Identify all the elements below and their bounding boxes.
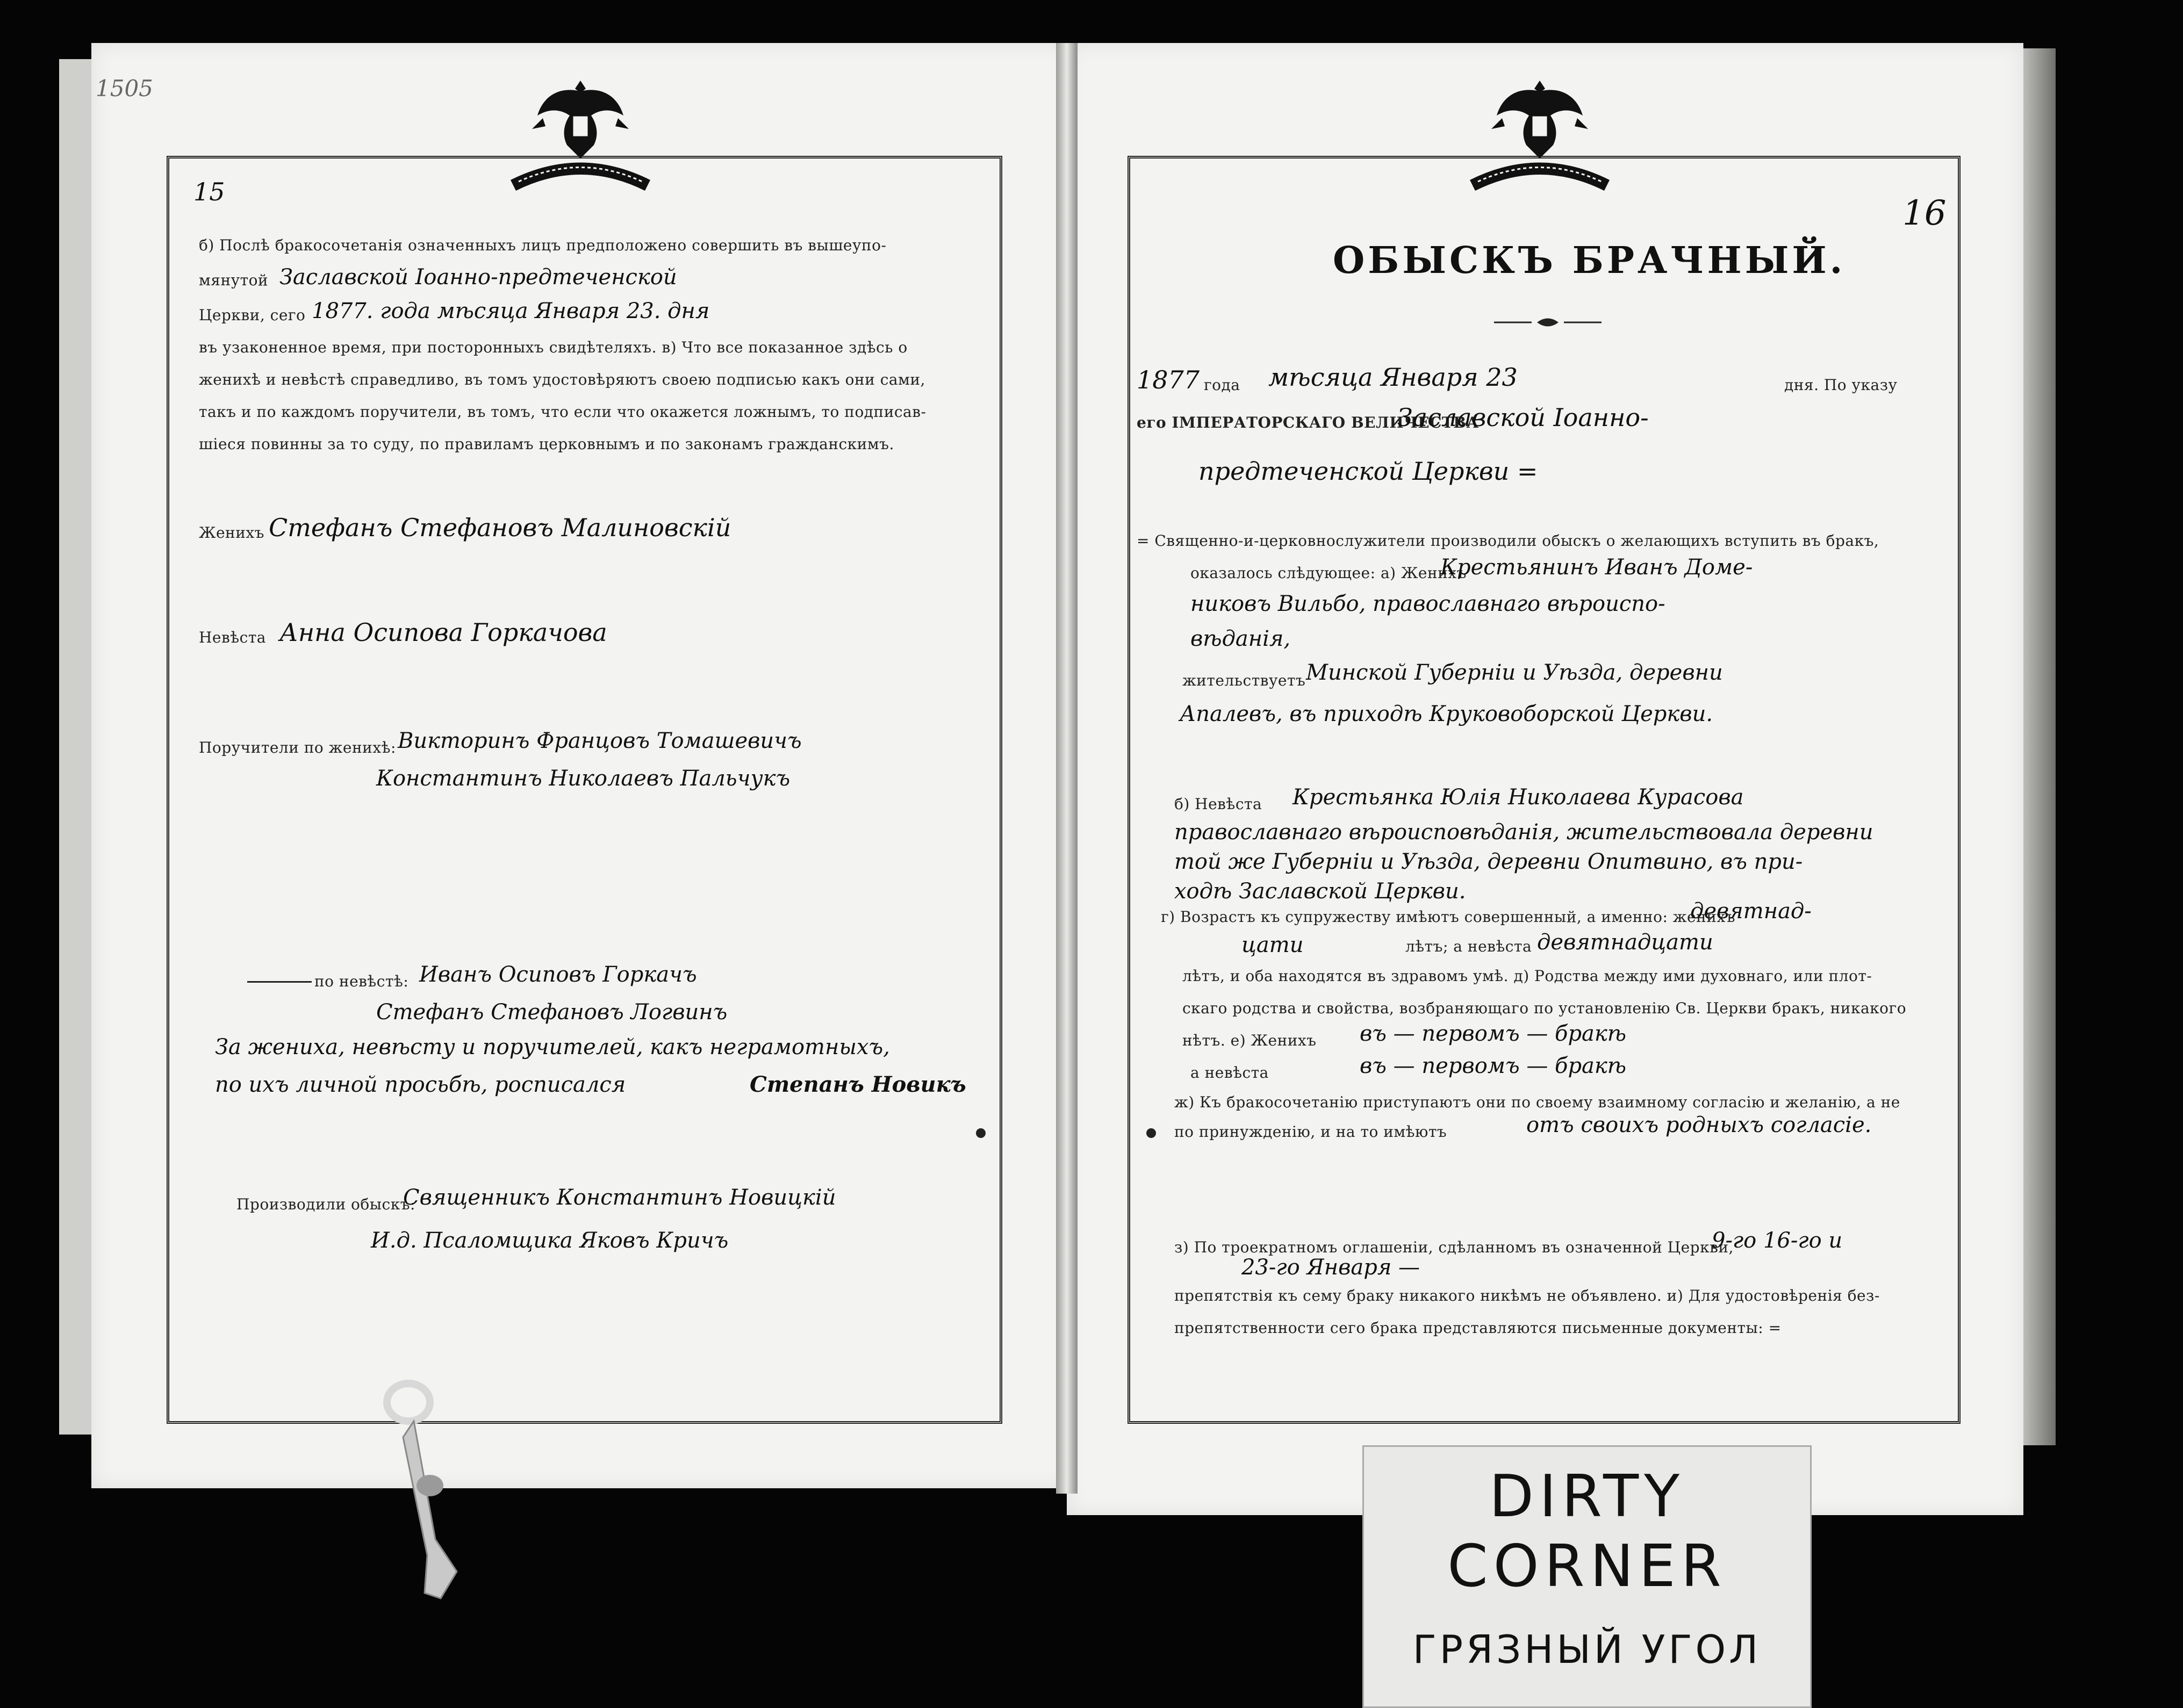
binding-hole-left (976, 1128, 986, 1138)
church-name-1: Заславской Іоанно- (1397, 403, 1649, 432)
para-b-line2-church: Заславской Іоанно-предтеченской (279, 265, 677, 290)
residence-label: жительствуетъ (1182, 672, 1306, 689)
bride-marriage-label: а невѣста (1190, 1064, 1269, 1082)
note-signature: Степанъ Новикъ (750, 1072, 966, 1097)
groom-desc-2: никовъ Вильбо, православнаго вѣроиспо- (1190, 592, 1665, 616)
kinship-line1: лѣтъ, и оба находятся въ здравомъ умѣ. д) Родства между ими духовнаго, или плот- (1182, 967, 1872, 985)
conducted-1: Священникъ Константинъ Новицкій (403, 1185, 836, 1210)
banns-dates-2: 23-го Января — (1241, 1255, 1420, 1280)
para-b-line7: шіеся повинны за то суду, по правиламъ церковнымъ и по законамъ гражданскимъ. (199, 435, 894, 453)
bride-age-label: лѣтъ; а невѣста (1405, 938, 1532, 955)
consent-line1: ж) Къ бракосочетанію приступаютъ они по своему взаимному согласію и желанію, а не (1174, 1093, 1900, 1111)
note-line1: За жениха, невѣсту и поручителей, какъ неграмотныхъ, (215, 1035, 890, 1060)
title-ornament (1494, 317, 1602, 328)
right-page-edge (2023, 48, 2056, 1445)
guarantor-4: Стефанъ Стефановъ Логвинъ (376, 1000, 728, 1025)
para-b-line2-label: мянутой (199, 271, 269, 289)
consent-parents: отъ своихъ родныхъ согласіе. (1526, 1113, 1872, 1137)
para-b-line3-label: Церкви, сего (199, 306, 306, 324)
groom-marriage: въ — первомъ — бракѣ (1360, 1021, 1627, 1046)
para-b-line3-date: 1877. года мѣсяца Января 23. дня (312, 299, 710, 323)
banns-label: з) По троекратномъ оглашеніи, сдѣланномъ въ означенной Церкви, (1174, 1238, 1734, 1256)
para-b-line6: такъ и по каждомъ поручители, въ томъ, что если что окажется ложнымъ, то подписав- (199, 403, 927, 421)
binder-clip (376, 1378, 484, 1604)
bride-label: Невѣста (199, 629, 267, 646)
imperial-label: его ІМПЕРАТОРСКАГО ВЕЛИЧЕСТВА (1137, 414, 1479, 431)
dirty-corner-sticker (1362, 1445, 1812, 1708)
groom-desc-1: Крестьянинъ Иванъ Доме- (1440, 555, 1753, 580)
residence-2: Апалевъ, въ приходѣ Круковоборской Церкви. (1180, 702, 1713, 726)
conducted-label: Производили обыскъ: (236, 1195, 415, 1213)
imperial-eagle-emblem-left (500, 64, 661, 199)
consent-label: по принужденію, и на то имѣютъ (1174, 1123, 1447, 1141)
bride-desc-4: ходѣ Заславской Церкви. (1174, 879, 1466, 904)
book-spine (1056, 43, 1078, 1494)
guarantor-1: Викторинъ Францовъ Томашевичъ (398, 729, 802, 753)
clergy-line: = Священно-и-церковнослужители производили обыскъ о желающихъ вступить въ бракъ, (1137, 532, 1879, 550)
sticker-line2: CORNER (1447, 1533, 1727, 1600)
imperial-eagle-emblem-right (1459, 64, 1620, 199)
guarantor-2: Константинъ Николаевъ Пальчукъ (376, 766, 791, 791)
conducted-2: И.д. Псаломщика Яковъ Кричъ (371, 1228, 729, 1253)
note-line2: по ихъ личной просьбѣ, росписался (215, 1072, 626, 1097)
guarantors-bride-label: по невѣстѣ: (314, 972, 409, 990)
page-number-left: 1505 (96, 75, 153, 102)
kinship-line2: скаго родства и свойства, возбраняющаго по установленію Св. Церкви бракъ, никакого (1182, 999, 1907, 1017)
groom-age-2: цати (1241, 933, 1304, 957)
bride-marriage: въ — первомъ — бракѣ (1360, 1054, 1627, 1078)
bride-label-right: б) Невѣста (1174, 795, 1262, 813)
para-b-line4: въ узаконенное время, при посторонныхъ свидѣтеляхъ. в) Что все показанное здѣсь о (199, 338, 908, 356)
year: 1877 (1137, 365, 1200, 394)
guarantor-3: Иванъ Осиповъ Горкачъ (419, 962, 697, 987)
para-b-line1: б) Послѣ бракосочетанія означенныхъ лицъ предположено совершить въ вышеупо- (199, 236, 887, 254)
groom-desc-3: вѣданія, (1190, 626, 1291, 651)
page-title: ОБЫСКЪ БРАЧНЫЙ. (1333, 239, 1846, 282)
bride-name: Анна Осипова Горкачова (279, 618, 607, 647)
groom-marriage-label: нѣтъ. е) Женихъ (1182, 1032, 1317, 1049)
para-b-line5: женихѣ и невѣстѣ справедливо, въ томъ удостовѣряютъ своею подписью какъ они сами, (199, 371, 925, 388)
groom-name: Стефанъ Стефановъ Малиновскій (269, 513, 731, 542)
month-day: мѣсяца Января 23 (1268, 363, 1518, 392)
banns-dates-1: 9-го 16-го и (1712, 1228, 1843, 1253)
groom-label-right: оказалось слѣдующее: а) Женихъ (1190, 564, 1467, 582)
corner-mark-left: 15 (193, 177, 225, 206)
binding-hole-right (1146, 1128, 1156, 1138)
bride-desc-3: той же Губерніи и Уѣзда, деревни Опитвино, въ при- (1174, 849, 1803, 874)
left-page-edge (59, 59, 92, 1435)
year-label: года (1204, 376, 1240, 394)
obstacle-line2: препятственности сего брака представляются письменные документы: = (1174, 1319, 1782, 1337)
groom-label: Женихъ (199, 524, 264, 542)
day-label: дня. По указу (1784, 376, 1898, 394)
residence-1: Минской Губерніи и Уѣзда, деревни (1306, 660, 1723, 685)
dash-rule (247, 981, 312, 983)
bride-desc-2: православнаго вѣроисповѣданія, жительствовала деревни (1174, 820, 1873, 845)
obstacle-line1: препятствія къ сему браку никакого никѣмъ не объявлено. и) Для удостовѣренія без- (1174, 1287, 1880, 1305)
page-number-right: 16 (1902, 193, 1947, 233)
groom-age: девятнад- (1690, 899, 1812, 924)
sticker-line3: ГРЯЗНЫЙ УГОЛ (1412, 1627, 1762, 1672)
bride-age: девятнадцати (1537, 930, 1713, 955)
sticker-line1: DIRTY (1489, 1463, 1685, 1530)
guarantors-groom-label: Поручители по женихѣ: (199, 739, 396, 756)
church-name-2: предтеченской Церкви = (1198, 457, 1538, 486)
bride-desc-1: Крестьянка Юлія Николаева Курасова (1292, 785, 1744, 810)
age-label: г) Возрастъ къ супружеству имѣютъ совершенный, а именно: женихъ (1161, 908, 1736, 926)
